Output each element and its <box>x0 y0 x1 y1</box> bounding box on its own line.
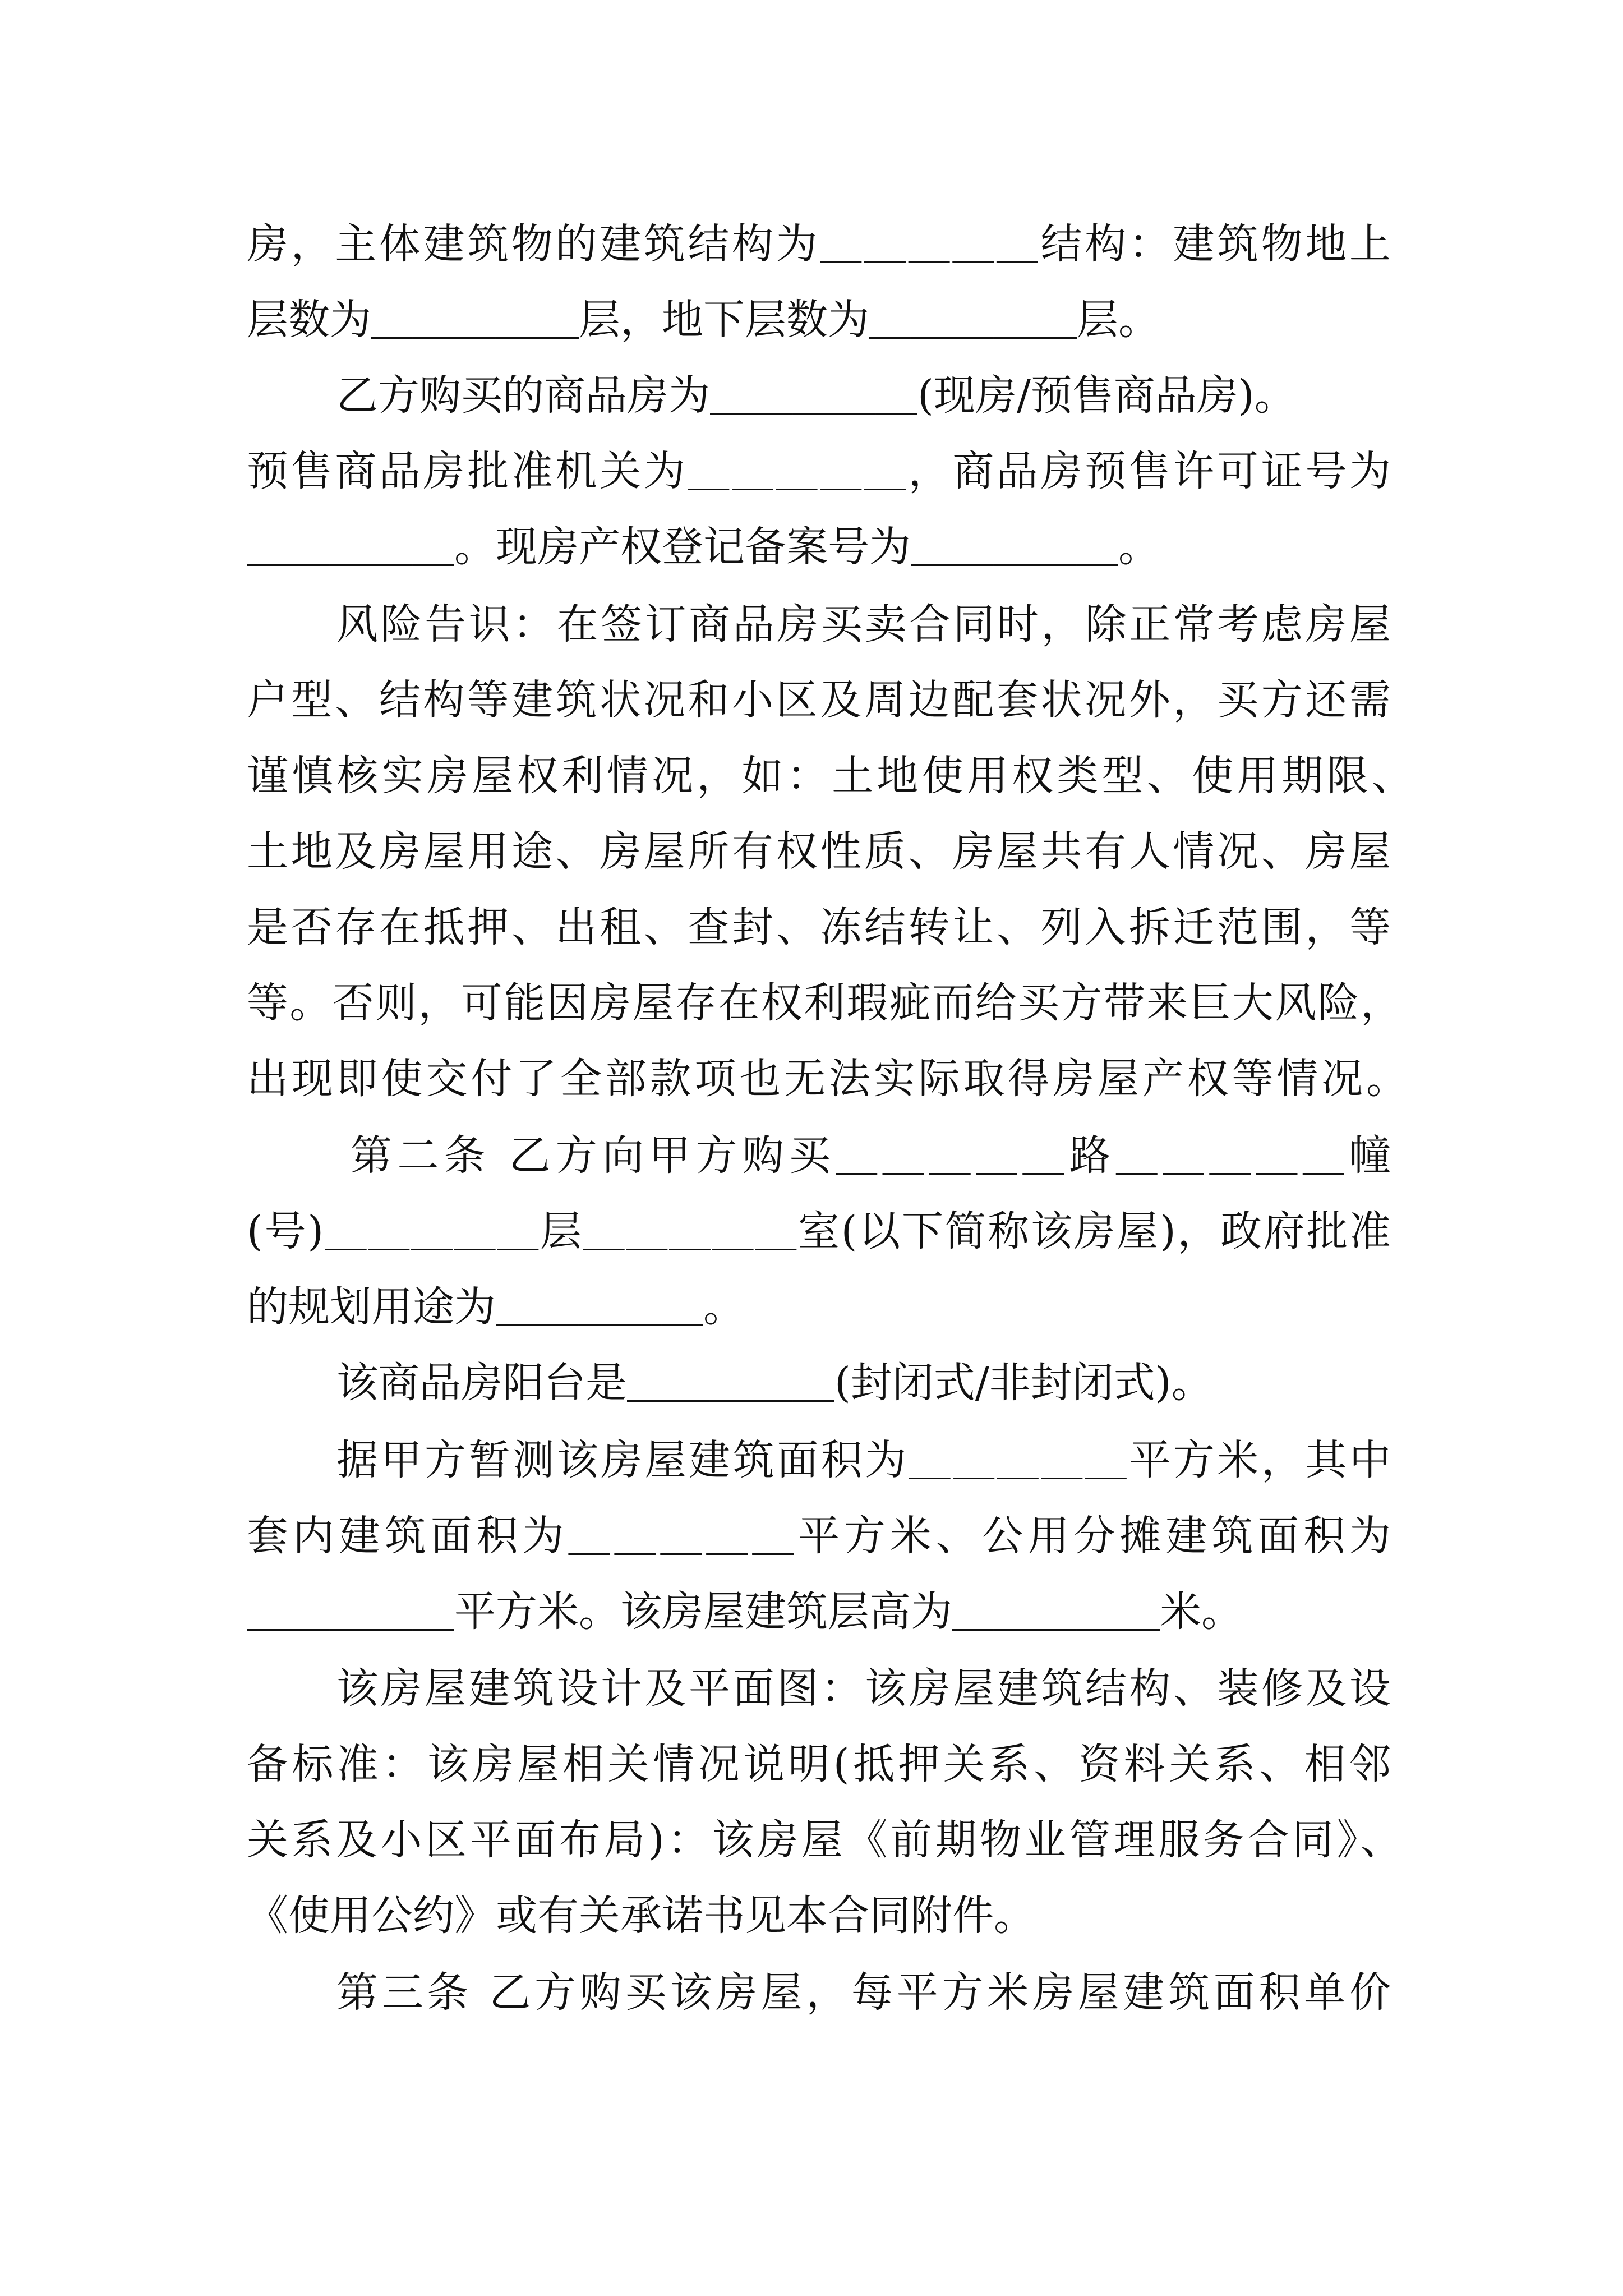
text-line: 备标准：该房屋相关情况说明(抵押关系、资料关系、相邻 <box>247 1740 1391 1788</box>
text-line: 房，主体建筑物的建筑结构为＿＿＿＿＿结构：建筑物地上 <box>247 220 1391 268</box>
text-line: 关系及小区平面布局)：该房屋《前期物业管理服务合同》、 <box>247 1816 1402 1864</box>
text-line: 户型、结构等建筑状况和小区及周边配套状况外，买方还需 <box>247 676 1391 724</box>
text-line: 是否存在抵押、出租、查封、冻结转让、列入拆迁范围，等 <box>247 903 1391 951</box>
text-line: 层数为＿＿＿＿＿层，地下层数为＿＿＿＿＿层。 <box>247 296 1160 344</box>
text-line: 的规划用途为＿＿＿＿＿。 <box>247 1283 745 1331</box>
text-line: 据甲方暂测该房屋建筑面积为＿＿＿＿＿平方米，其中 <box>336 1436 1391 1484</box>
text-line: 该商品房阳台是＿＿＿＿＿(封闭式/非封闭式)。 <box>336 1359 1213 1407</box>
text-line: (号)＿＿＿＿＿层＿＿＿＿＿室(以下简称该房屋)，政府批准 <box>247 1207 1391 1255</box>
text-line: 出现即使交付了全部款项也无法实际取得房屋产权等情况。 <box>247 1055 1408 1103</box>
text-line: 谨慎核实房屋权利情况，如：土地使用权类型、使用期限、 <box>247 752 1413 800</box>
text-line: 预售商品房批准机关为＿＿＿＿＿，商品房预售许可证号为 <box>247 447 1391 495</box>
text-line: ＿＿＿＿＿平方米。该房屋建筑层高为＿＿＿＿＿米。 <box>247 1588 1243 1636</box>
text-line: 土地及房屋用途、房屋所有权性质、房屋共有人情况、房屋 <box>247 827 1391 876</box>
text-line: 《使用公约》或有关承诺书见本合同附件。 <box>247 1892 1035 1940</box>
text-line: 乙方购买的商品房为＿＿＿＿＿(现房/预售商品房)。 <box>336 371 1296 420</box>
text-line: 风险告识：在签订商品房买卖合同时，除正常考虑房屋 <box>336 600 1391 648</box>
text-line: 该房屋建筑设计及平面图：该房屋建筑结构、装修及设 <box>336 1664 1391 1713</box>
section-heading-line: 第三条 乙方购买该房屋，每平方米房屋建筑面积单价 <box>336 1968 1391 2017</box>
text-line: 等。否则，可能因房屋存在权利瑕疵而给买方带来巨大风险， <box>247 979 1402 1027</box>
section-heading-line: 第二条 乙方向甲方购买＿＿＿＿＿路＿＿＿＿＿幢 <box>351 1131 1391 1180</box>
text-line: 套内建筑面积为＿＿＿＿＿平方米、公用分摊建筑面积为 <box>247 1512 1391 1560</box>
text-line: ＿＿＿＿＿。现房产权登记备案号为＿＿＿＿＿。 <box>247 523 1160 571</box>
